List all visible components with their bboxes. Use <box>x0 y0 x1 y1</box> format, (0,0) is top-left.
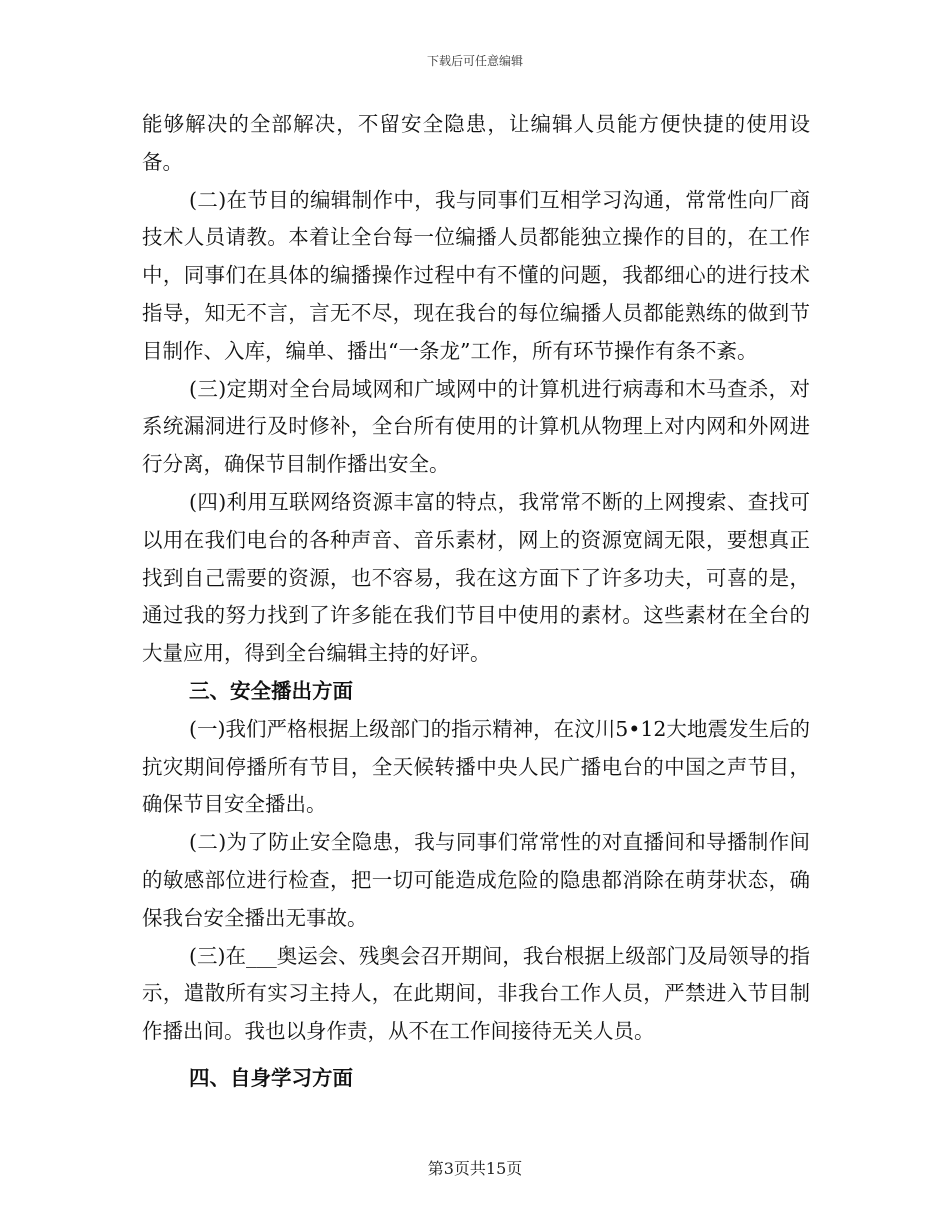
page-footer: 第3页共15页 <box>427 1159 523 1178</box>
paragraph-safe-2: (二)为了防止安全隐患，我与同事们常常性的对直播间和导播制作间的敏感部位进行检查，把一切可能造成危险的隐患都消除在萌芽状态，确保我台安全播出无事故。 <box>142 830 810 930</box>
paragraph-continuation: 能够解决的全部解决，不留安全隐患，让编辑人员能方便快捷的使用设备。 <box>142 112 810 174</box>
paragraph-item-3: (三)定期对全台局域网和广域网中的计算机进行病毒和木马查杀，对系统漏洞进行及时修补，全台所有使用的计算机从物理上对内网和外网进行分离，确保节目制作播出安全。 <box>142 376 810 477</box>
paragraph-item-4: (四)利用互联网络资源丰富的特点，我常常不断的上网搜索、查找可以用在我们电台的各种声音、音乐素材，网上的资源宽阔无限，要想真正找到自己需要的资源，也不容易，我在这方面下了许多功夫，可喜的是，通过我的努力找到了许多能在我们节目中使用的素材。这些素材在全台的大量应用，得到全台编辑主持的好评。 <box>142 489 810 666</box>
section-heading-self-study: 四、自身学习方面 <box>189 1065 353 1090</box>
paragraph-safe-3: (三)在___奥运会、残奥会召开期间，我台根据上级部门及局领导的指示，遣散所有实习主持人，在此期间，非我台工作人员，严禁进入节目制作播出间。我也以身作责，从不在工作间接待无关人员。 <box>142 943 810 1044</box>
paragraph-safe-1: (一)我们严格根据上级部门的指示精神，在汶川5•12大地震发生后的抗灾期间停播所有节目，全天候转播中央人民广播电台的中国之声节目，确保节目安全播出。 <box>142 716 810 817</box>
section-heading-safe-broadcast: 三、安全播出方面 <box>189 678 353 703</box>
paragraph-item-2: (二)在节目的编辑制作中，我与同事们互相学习沟通，常常性向厂商技术人员请教。本着让全台每一位编播人员都能独立操作的目的，在工作中，同事们在具体的编播操作过程中有不懂的问题，我都细心的进行技术指导，知无不言，言无不尽，现在我台的每位编播人员都能熟练的做到节目制作、入库，编单、播出“一条龙”工作，所有环节操作有条不紊。 <box>142 187 810 363</box>
document-body <box>142 106 810 1098</box>
page-header: 下载后可任意编辑 <box>426 54 523 68</box>
